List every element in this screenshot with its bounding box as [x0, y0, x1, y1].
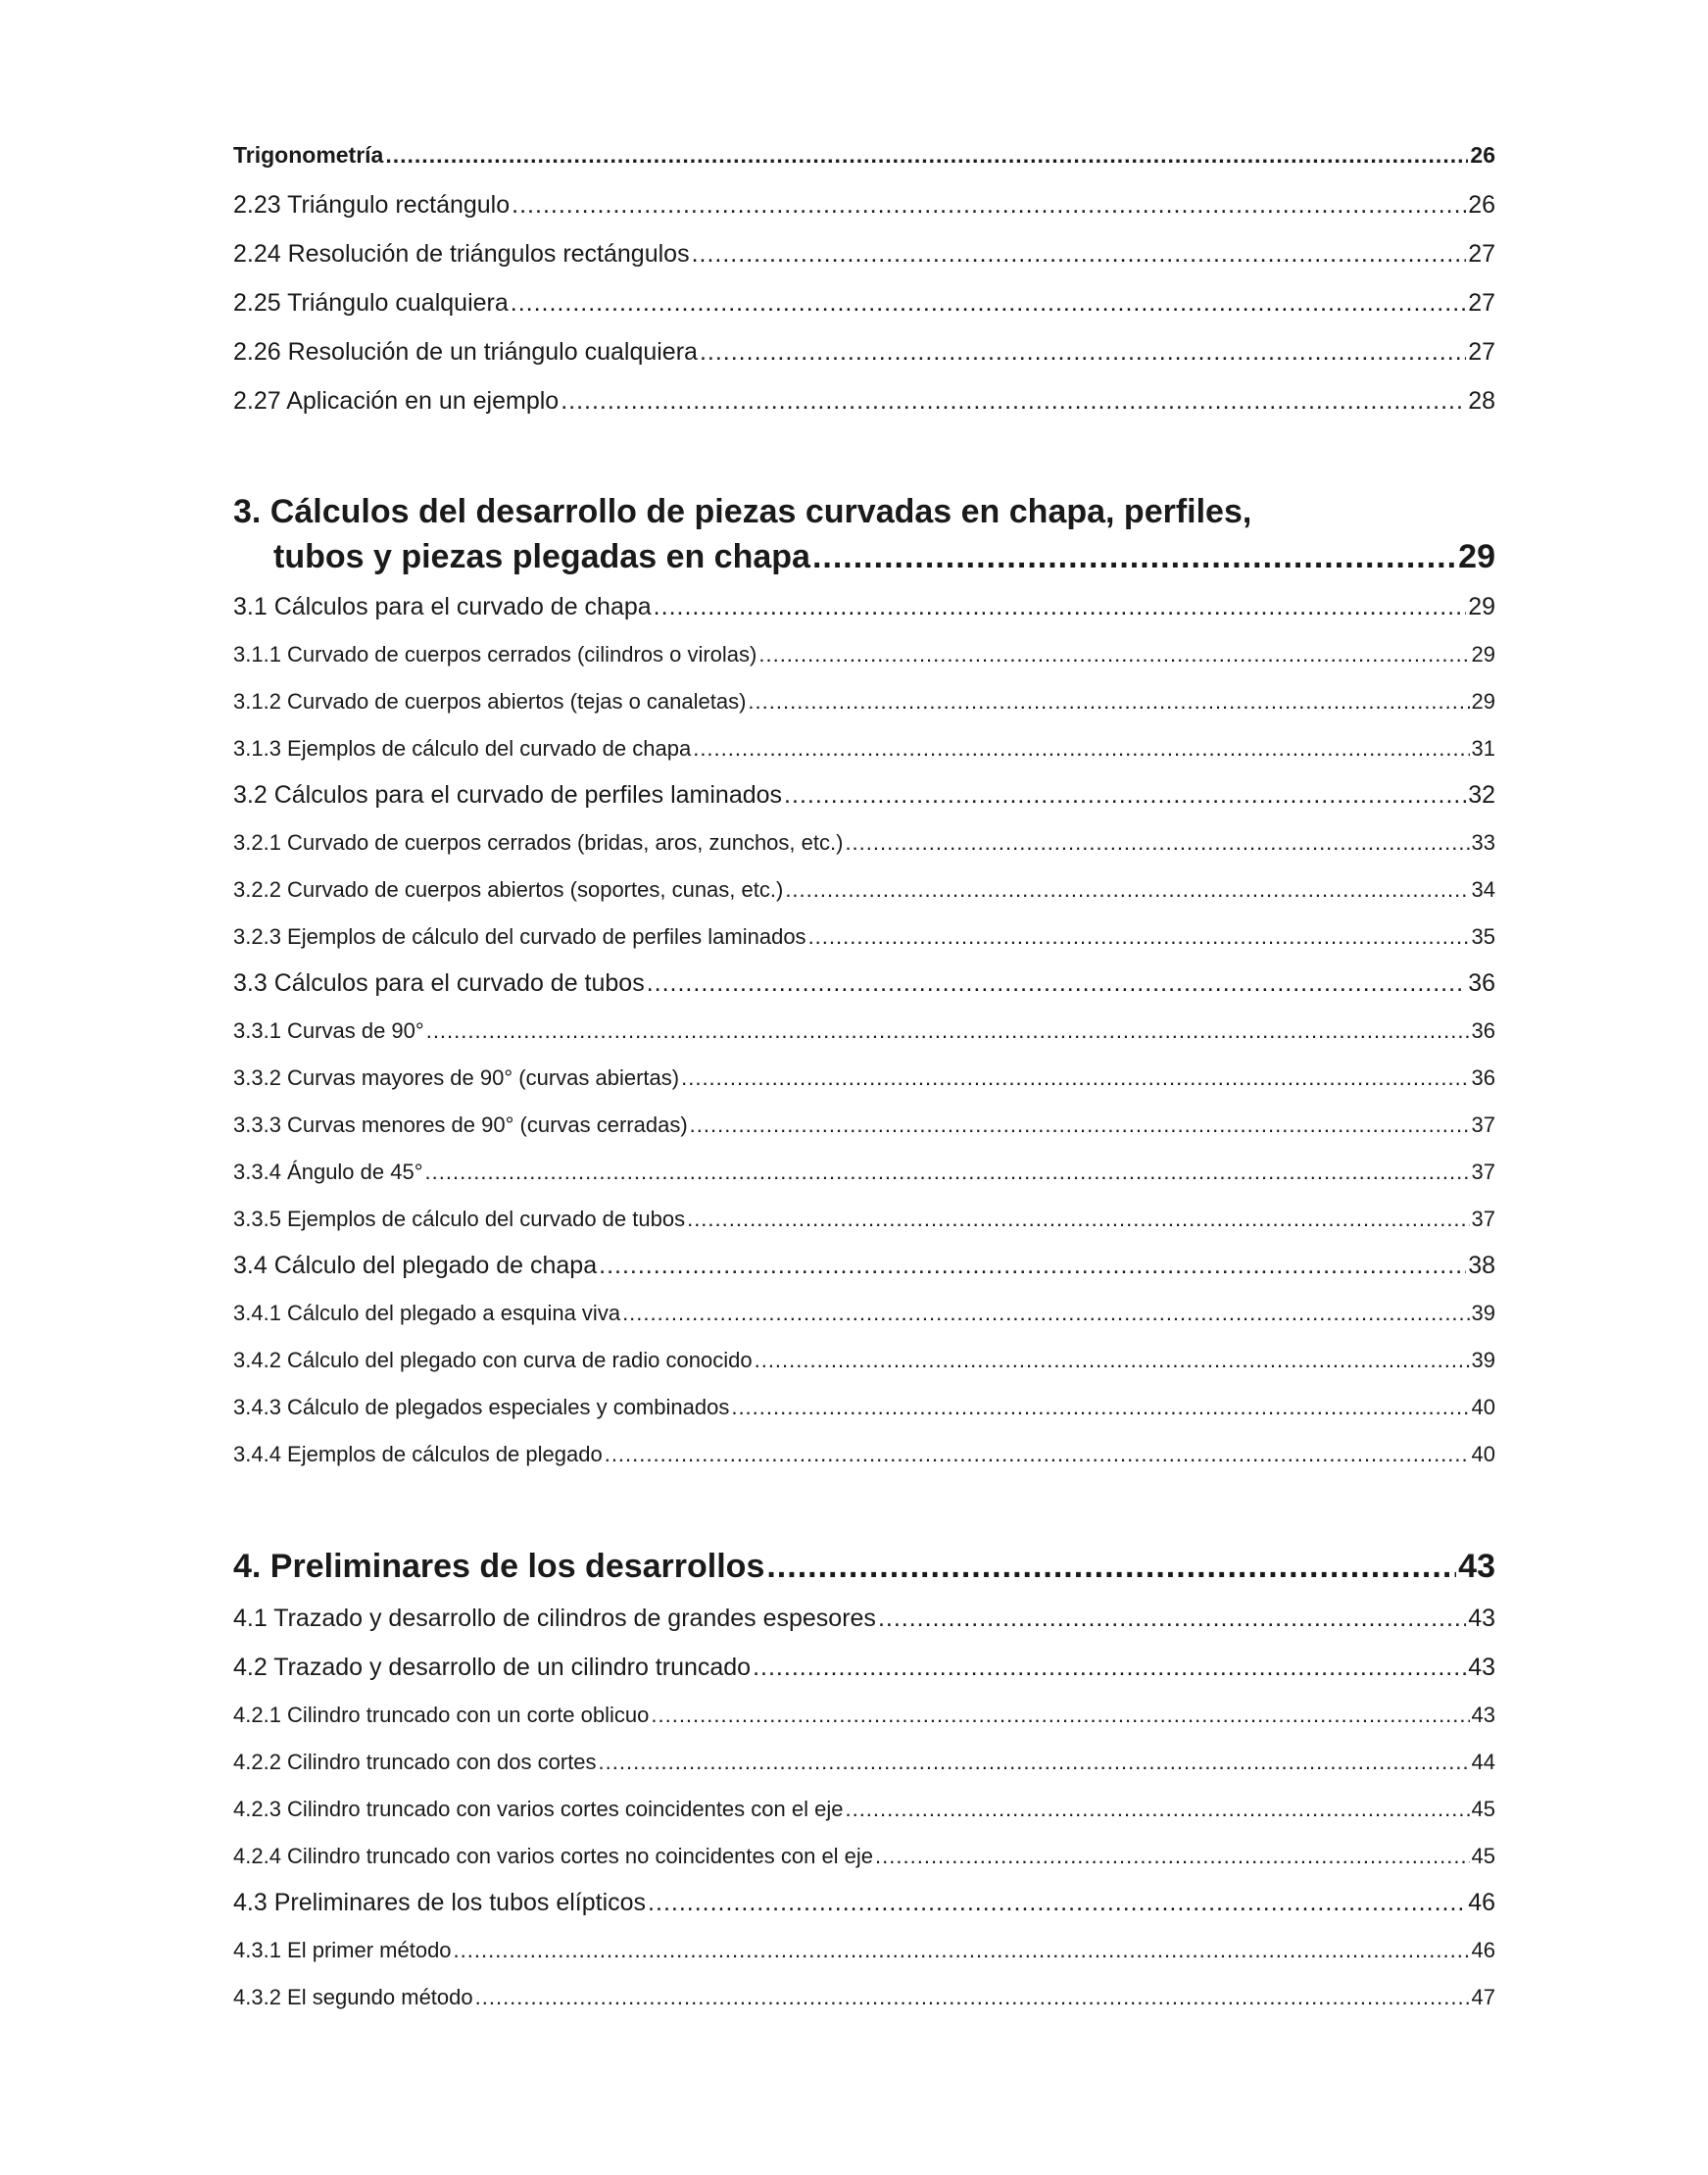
dot-leader — [693, 736, 1469, 762]
toc-entry-page: 32 — [1468, 781, 1495, 809]
toc-entry-label: 3.4.4 Ejemplos de cálculos de plegado — [233, 1442, 603, 1466]
toc-entry[interactable] — [233, 1442, 1495, 1475]
toc-entry[interactable] — [233, 1301, 1495, 1334]
toc-entry[interactable] — [233, 1112, 1495, 1146]
dot-leader — [808, 924, 1470, 950]
dot-leader — [687, 1207, 1469, 1232]
dot-leader — [845, 1797, 1469, 1822]
toc-entry-label: 4.3 Preliminares de los tubos elípticos — [233, 1889, 647, 1916]
toc-entry-page: 28 — [1468, 387, 1495, 415]
toc-entry-page: 37 — [1471, 1160, 1495, 1184]
toc-entry-page: 45 — [1471, 1797, 1495, 1821]
toc-entry-page: 29 — [1471, 689, 1495, 714]
toc-entry[interactable] — [233, 1985, 1495, 2018]
toc-entry[interactable] — [233, 1703, 1495, 1736]
dot-leader — [878, 1605, 1466, 1633]
dot-leader — [622, 1301, 1469, 1326]
dot-leader — [692, 240, 1467, 269]
toc-entry-page: 31 — [1471, 736, 1495, 761]
toc-entry-label: 4.3.1 El primer método — [233, 1938, 452, 1962]
toc-entry[interactable] — [233, 877, 1495, 911]
dot-leader — [426, 1018, 1470, 1044]
toc-entry[interactable] — [233, 289, 1495, 324]
toc-entry[interactable] — [233, 1654, 1495, 1689]
toc-entry-page: 43 — [1458, 1548, 1495, 1585]
dot-leader — [875, 1844, 1469, 1869]
dot-leader — [425, 1160, 1470, 1185]
toc-entry-page: 43 — [1468, 1654, 1495, 1681]
dot-leader — [731, 1395, 1469, 1420]
toc-entry-label: Trigonometría — [233, 142, 384, 168]
toc-entry[interactable] — [233, 1018, 1495, 1052]
dot-leader — [753, 1654, 1466, 1682]
dot-leader — [599, 1252, 1466, 1280]
toc-entry-page: 37 — [1471, 1112, 1495, 1137]
toc-entry[interactable] — [233, 1889, 1495, 1924]
toc-entry-label: 4.2 Trazado y desarrollo de un cilindro truncado — [233, 1654, 752, 1681]
toc-entry[interactable] — [233, 830, 1495, 864]
toc-entry-page: 45 — [1471, 1844, 1495, 1868]
toc-entry[interactable] — [233, 1065, 1495, 1099]
toc-entry-label: 3.1.3 Ejemplos de cálculo del curvado de chapa — [233, 736, 692, 761]
dot-leader — [755, 1348, 1470, 1373]
toc-entry[interactable] — [233, 1797, 1495, 1830]
dot-leader — [690, 1112, 1470, 1138]
toc-entry-label: 4. Preliminares de los desarrollos — [233, 1548, 765, 1585]
toc-entry-chapter-4[interactable] — [233, 1548, 1495, 1595]
toc-entry-label: 2.24 Resolución de triángulos rectángulos — [233, 240, 690, 268]
dot-leader — [651, 1703, 1469, 1728]
toc-entry[interactable] — [233, 781, 1495, 816]
toc-entry-page: 47 — [1471, 1985, 1495, 2009]
toc-entry-page: 36 — [1471, 1065, 1495, 1090]
toc-entry-page: 46 — [1468, 1889, 1495, 1916]
toc-entry-label: 3.4.1 Cálculo del plegado a esquina viva — [233, 1301, 621, 1325]
toc-entry-trigonometria[interactable] — [233, 142, 1495, 175]
dot-leader — [748, 689, 1469, 715]
toc-entry-page: 37 — [1471, 1207, 1495, 1231]
toc-entry-page: 26 — [1470, 142, 1495, 168]
dot-leader — [647, 969, 1466, 998]
toc-entry-label: 2.23 Triángulo rectángulo — [233, 191, 511, 219]
toc-entry-label: 3.4.3 Cálculo de plegados especiales y combinados — [233, 1395, 730, 1419]
toc-entry-page: 27 — [1468, 289, 1495, 317]
dot-leader — [654, 593, 1467, 621]
toc-entry-page: 44 — [1471, 1750, 1495, 1774]
toc-entry-label: 4.2.3 Cilindro truncado con varios cortes coincidentes con el eje — [233, 1797, 844, 1821]
toc-entry-label: 3.2 Cálculos para el curvado de perfiles laminados — [233, 781, 783, 809]
toc-entry-label: tubos y piezas plegadas en chapa — [273, 538, 810, 575]
dot-leader — [648, 1889, 1466, 1917]
toc-entry[interactable] — [233, 642, 1495, 675]
toc-entry[interactable] — [233, 1844, 1495, 1877]
toc-entry-label: 4.2.1 Cilindro truncado con un corte oblicuo — [233, 1703, 650, 1727]
toc-entry-page: 43 — [1471, 1703, 1495, 1727]
toc-entry-label: 3.3 Cálculos para el curvado de tubos — [233, 969, 645, 997]
toc-entry[interactable] — [233, 924, 1495, 958]
dot-leader — [812, 538, 1456, 576]
dot-leader — [784, 781, 1466, 810]
toc-entry-label: 4.2.4 Cilindro truncado con varios cortes no coincidentes con el eje — [233, 1844, 874, 1868]
toc-entry-page: 27 — [1468, 240, 1495, 268]
dot-leader — [605, 1442, 1470, 1467]
toc-entry-page: 36 — [1471, 1018, 1495, 1043]
dot-leader — [511, 289, 1466, 318]
toc-entry[interactable] — [233, 1252, 1495, 1287]
dot-leader — [785, 877, 1469, 903]
toc-entry-page: 38 — [1468, 1252, 1495, 1279]
toc-entry-label: 2.27 Aplicación en un ejemplo — [233, 387, 560, 415]
toc-entry-label: 3.1.2 Curvado de cuerpos abiertos (tejas o canaletas) — [233, 689, 747, 714]
toc-entry-label: 3.3.1 Curvas de 90° — [233, 1018, 424, 1043]
chapter-title-line1: 3. Cálculos del desarrollo de piezas curvadas en chapa, perfiles, — [233, 493, 1252, 530]
toc-entry-page: 43 — [1468, 1605, 1495, 1632]
toc-entry[interactable] — [233, 1160, 1495, 1193]
dot-leader — [561, 387, 1466, 416]
dot-leader — [766, 1548, 1456, 1586]
toc-entry[interactable] — [233, 1395, 1495, 1428]
toc-entry[interactable] — [233, 593, 1495, 628]
toc-entry-label: 3.4 Cálculo del plegado de chapa — [233, 1252, 598, 1279]
toc-entry[interactable] — [233, 736, 1495, 769]
toc-entry[interactable] — [233, 240, 1495, 275]
dot-leader — [475, 1985, 1470, 2010]
toc-entry-page: 29 — [1471, 642, 1495, 667]
toc-entry-label: 4.1 Trazado y desarrollo de cilindros de grandes espesores — [233, 1605, 876, 1632]
dot-leader — [758, 642, 1469, 667]
toc-entry-label: 3.2.3 Ejemplos de cálculo del curvado de perfiles laminados — [233, 924, 806, 949]
toc-entry[interactable] — [233, 387, 1495, 422]
toc-entry-page: 27 — [1468, 338, 1495, 366]
toc-entry-page: 39 — [1471, 1301, 1495, 1325]
dot-leader — [454, 1938, 1470, 1963]
toc-entry[interactable] — [233, 338, 1495, 373]
toc-entry-chapter-3[interactable] — [233, 538, 1495, 585]
toc-entry[interactable] — [233, 689, 1495, 722]
toc-entry-page: 34 — [1471, 877, 1495, 902]
toc-entry-label: 3.3.2 Curvas mayores de 90° (curvas abiertas) — [233, 1065, 680, 1090]
dot-leader — [681, 1065, 1469, 1091]
toc-entry[interactable] — [233, 1750, 1495, 1783]
toc-entry-label: 4.2.2 Cilindro truncado con dos cortes — [233, 1750, 597, 1774]
dot-leader — [385, 142, 1468, 169]
toc-entry-label: 3.3.4 Ángulo de 45° — [233, 1160, 423, 1184]
toc-entry-page: 35 — [1471, 924, 1495, 949]
dot-leader — [599, 1750, 1470, 1775]
toc-entry[interactable] — [233, 1605, 1495, 1640]
toc-entry-label: 2.25 Triángulo cualquiera — [233, 289, 509, 317]
toc-entry-label: 3.4.2 Cálculo del plegado con curva de radio conocido — [233, 1348, 753, 1372]
dot-leader — [700, 338, 1466, 367]
toc-entry-label: 2.26 Resolución de un triángulo cualquiera — [233, 338, 698, 366]
toc-entry-label: 3.1.1 Curvado de cuerpos cerrados (cilindros o virolas) — [233, 642, 757, 667]
toc-entry-page: 36 — [1468, 969, 1495, 997]
toc-entry-page: 33 — [1471, 830, 1495, 855]
dot-leader — [845, 830, 1469, 856]
dot-leader — [512, 191, 1466, 220]
toc-entry[interactable] — [233, 1207, 1495, 1240]
toc-entry[interactable] — [233, 1938, 1495, 1971]
toc-entry-page: 40 — [1471, 1442, 1495, 1466]
toc-entry-label: 3.2.2 Curvado de cuerpos abiertos (soportes, cunas, etc.) — [233, 877, 784, 902]
toc-entry-label: 3.3.5 Ejemplos de cálculo del curvado de tubos — [233, 1207, 686, 1231]
toc-entry[interactable] — [233, 191, 1495, 226]
toc-entry-page: 29 — [1468, 593, 1495, 620]
toc-entry-page: 46 — [1471, 1938, 1495, 1962]
toc-entry[interactable] — [233, 969, 1495, 1005]
toc-entry-label: 4.3.2 El segundo método — [233, 1985, 473, 2009]
toc-entry-label: 3.1 Cálculos para el curvado de chapa — [233, 593, 652, 620]
toc-entry-page: 26 — [1468, 191, 1495, 219]
toc-entry-page: 40 — [1471, 1395, 1495, 1419]
toc-entry-label: 3.2.1 Curvado de cuerpos cerrados (bridas, aros, zunchos, etc.) — [233, 830, 844, 855]
toc-entry-label: 3.3.3 Curvas menores de 90° (curvas cerradas) — [233, 1112, 688, 1137]
toc-entry[interactable] — [233, 1348, 1495, 1381]
toc-entry-page: 29 — [1458, 538, 1495, 575]
toc-entry-page: 39 — [1471, 1348, 1495, 1372]
